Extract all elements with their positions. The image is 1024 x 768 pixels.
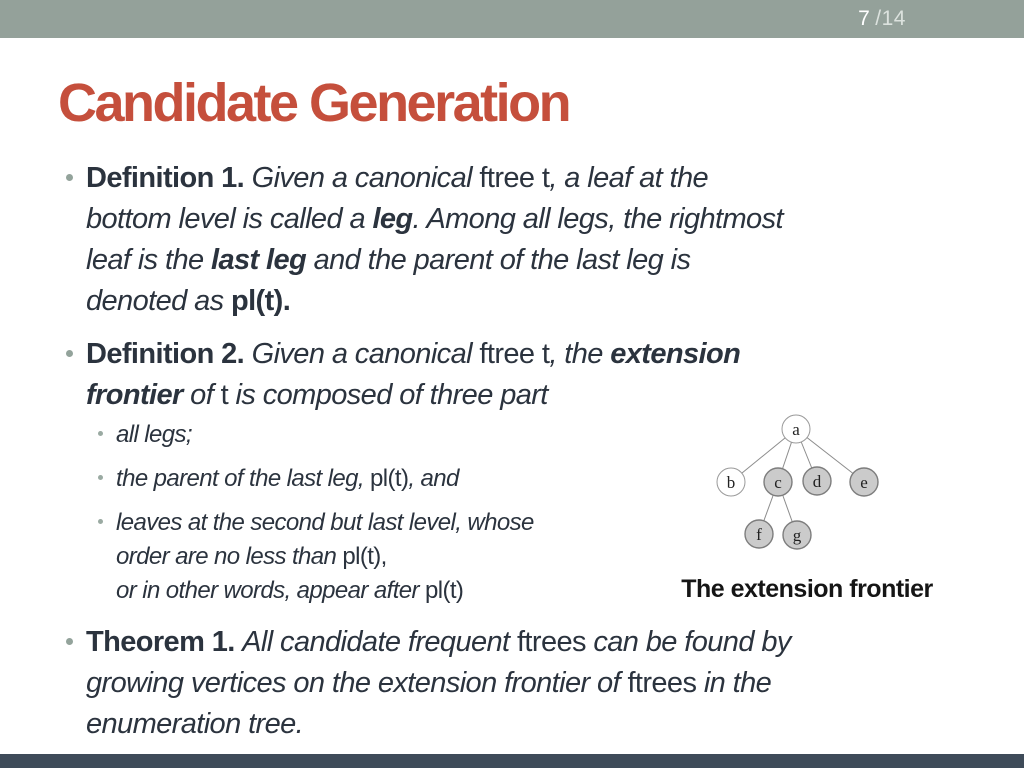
top-bar (0, 0, 1024, 38)
bullet-item (58, 622, 994, 745)
svg-text:a: a (792, 420, 800, 439)
bullet-dot-icon (98, 431, 103, 436)
tree-diagram (646, 392, 968, 564)
svg-text:g: g (792, 526, 802, 545)
tree-node-c (764, 468, 792, 496)
tree-node-a (782, 415, 810, 443)
bullet-text: Definition 1. Given a canonical ftree t, a leaf at the bottom level is called a leg. Among all legs, the rightmost leaf is the last leg and the parent of the last leg is denoted as pl(t). (86, 162, 783, 317)
tree-node-f (745, 520, 773, 548)
tree-node-e (850, 468, 878, 496)
tree-node-b (717, 468, 745, 496)
bullet-text: all legs; (116, 421, 192, 448)
page-number: 7 (858, 7, 871, 30)
svg-text:f: f (756, 525, 762, 544)
page-indicator (858, 0, 906, 38)
extension-frontier-figure (646, 392, 968, 608)
figure-caption: The extension frontier (681, 575, 933, 603)
svg-text:d: d (812, 472, 822, 491)
bullet-dot-icon (66, 174, 73, 181)
bullet-dot-icon (98, 519, 103, 524)
bullet-text: the parent of the last leg, pl(t), and (116, 465, 459, 492)
tree-node-d (803, 467, 831, 495)
bottom-bar (0, 754, 1024, 768)
bullet-text: Definition 2. Given a canonical ftree t, the extension frontier of t is composed of three part (86, 338, 741, 411)
bullet-dot-icon (98, 475, 103, 480)
tree-node-g (783, 521, 811, 549)
svg-text:b: b (726, 473, 736, 492)
bullet-item (58, 158, 994, 322)
bullet-dot-icon (66, 638, 73, 645)
svg-text:c: c (774, 473, 782, 492)
slide-title: Candidate Generation (58, 73, 570, 133)
page-total: /14 (875, 7, 906, 30)
bullet-text: Theorem 1. All candidate frequent ftrees can be found by growing vertices on the extension frontier of ftrees in the enumeration tree. (86, 626, 791, 740)
bullet-text: leaves at the second but last level, whose order are no less than pl(t), or in other words, appear after pl(t) (116, 509, 534, 604)
bullet-dot-icon (66, 350, 73, 357)
svg-text:e: e (860, 473, 868, 492)
